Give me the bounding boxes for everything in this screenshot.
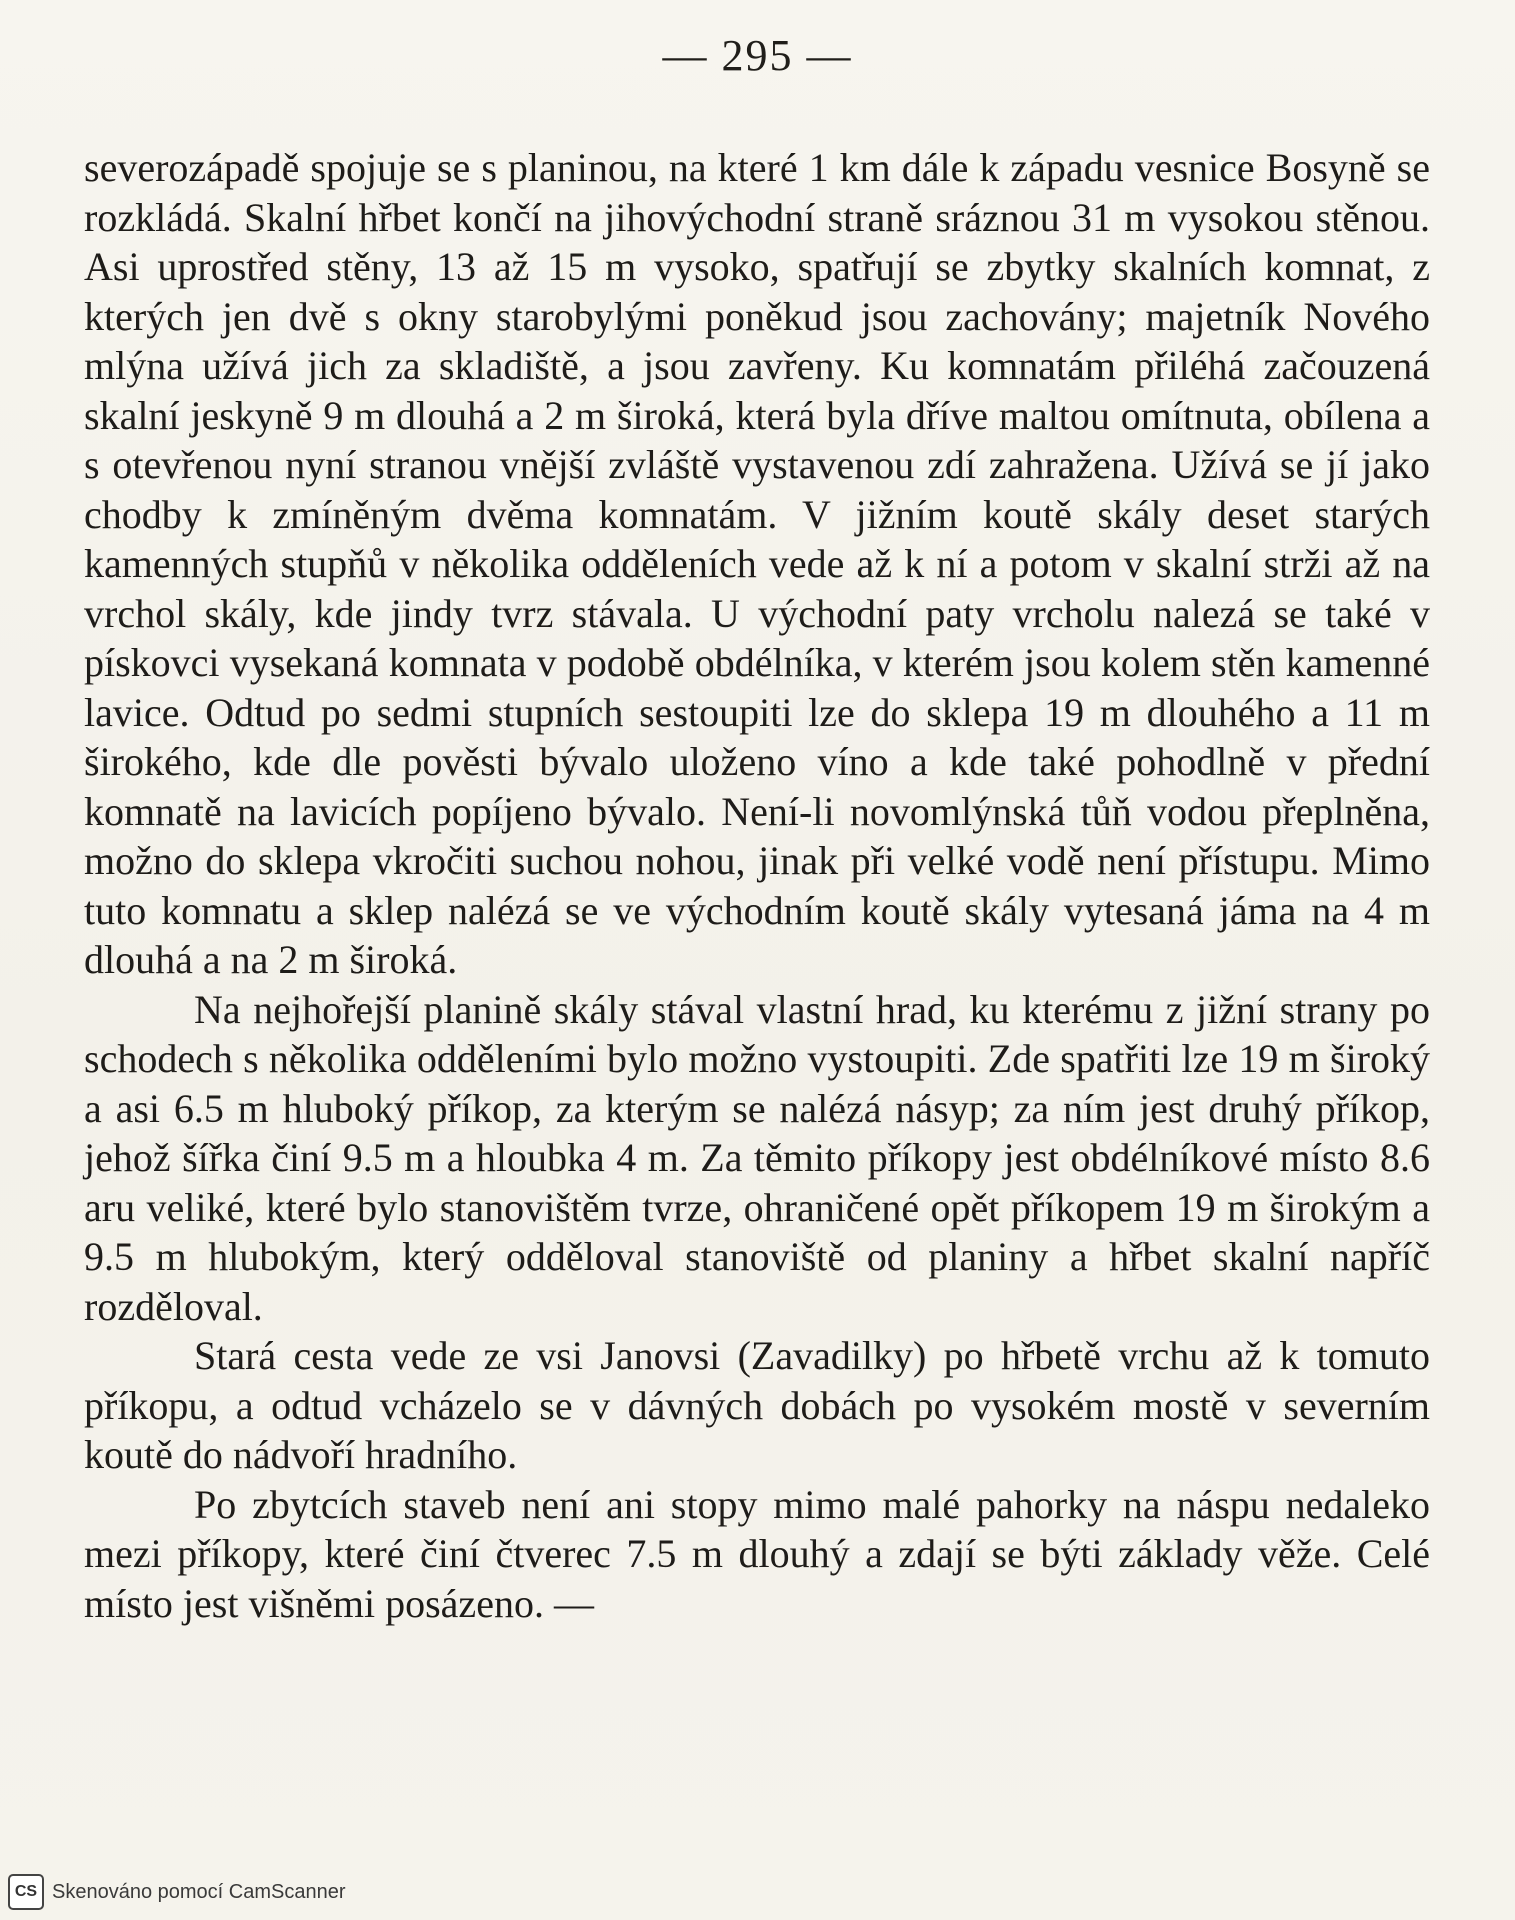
camscanner-logo-icon: CS	[8, 1874, 44, 1910]
paragraph-2: Na nejhořejší planině skály stával vlastní hrad, ku kterému z jižní strany po schodech s několika odděleními bylo možno vystoupiti. Zde spatřiti lze 19 m široký a asi 6.5 m hluboký příkop, za kterým se nalézá násyp; za ním jest druhý příkop, jehož šířka činí 9.5 m a hloubka 4 m. Za těmito příkopy jest obdélníkové místo 8.6 aru veliké, které bylo stanovištěm tvrze, ohraničené opět příkopem 19 m širokým a 9.5 m hlubokým, který odděloval stanoviště od planiny a hřbet skalní napříč rozděloval.	[84, 986, 1430, 1329]
paragraph-1: severozápadě spojuje se s planinou, na které 1 km dále k západu vesnice Bosyně se rozkládá. Skalní hřbet končí na jihovýchodní straně sráznou 31 m vysokou stěnou. Asi uprostřed stěny, 13 až 15 m vysoko, spatřují se zbytky skalních komnat, z kterých jen dvě s okny starobylými poněkud jsou zachovány; majetník Nového mlýna užívá jich za skladiště, a jsou zavřeny. Ku komnatám přiléhá začouzená skalní jeskyně 9 m dlouhá a 2 m široká, která byla dříve maltou omítnuta, obílena a s otevřenou nyní stranou vnější zvláště vystavenou zdí zahražena. Užívá se jí jako chodby k zmíněným dvěma komnatám. V jižním koutě skály deset starých kamenných stupňů v několika odděleních vede až k ní a potom v skalní strži až na vrchol skály, kde jindy tvrz stávala. U východní paty vrcholu nalezá se také v pískovci vysekaná komnata v podobě obdélníka, v kterém jsou kolem stěn kamenné lavice. Odtud po sedmi stupních sestoupiti lze do sklepa 19 m dlouhého a 11 m širokého, kde dle pověsti bývalo uloženo víno a kde také pohodlně v přední komnatě na lavicích popíjeno bývalo. Není-li novomlýnská tůň vodou přeplněna, možno do sklepa vkročiti suchou nohou, jinak při velké vodě není přístupu. Mimo tuto komnatu a sklep nalézá se ve východním koutě skály vytesaná jáma na 4 m dlouhá a na 2 m široká.	[84, 145, 1430, 982]
scanner-label: Skenováno pomocí CamScanner	[52, 1880, 346, 1903]
camscanner-watermark	[8, 1874, 346, 1910]
page-number: — 295 —	[662, 31, 853, 80]
paragraph-3: Stará cesta vede ze vsi Janovsi (Zavadilky) po hřbetě vrchu až k tomuto příkopu, a odtud vcházelo se v dávných dobách po vysokém mostě v severním koutě do nádvoří hradního.	[84, 1333, 1430, 1477]
body-text	[84, 143, 1430, 1628]
paragraph-4: Po zbytcích staveb není ani stopy mimo malé pahorky na náspu nedaleko mezi příkopy, které činí čtverec 7.5 m dlouhý a zdají se býti základy věže. Celé místo jest višněmi posázeno. —	[84, 1481, 1430, 1626]
